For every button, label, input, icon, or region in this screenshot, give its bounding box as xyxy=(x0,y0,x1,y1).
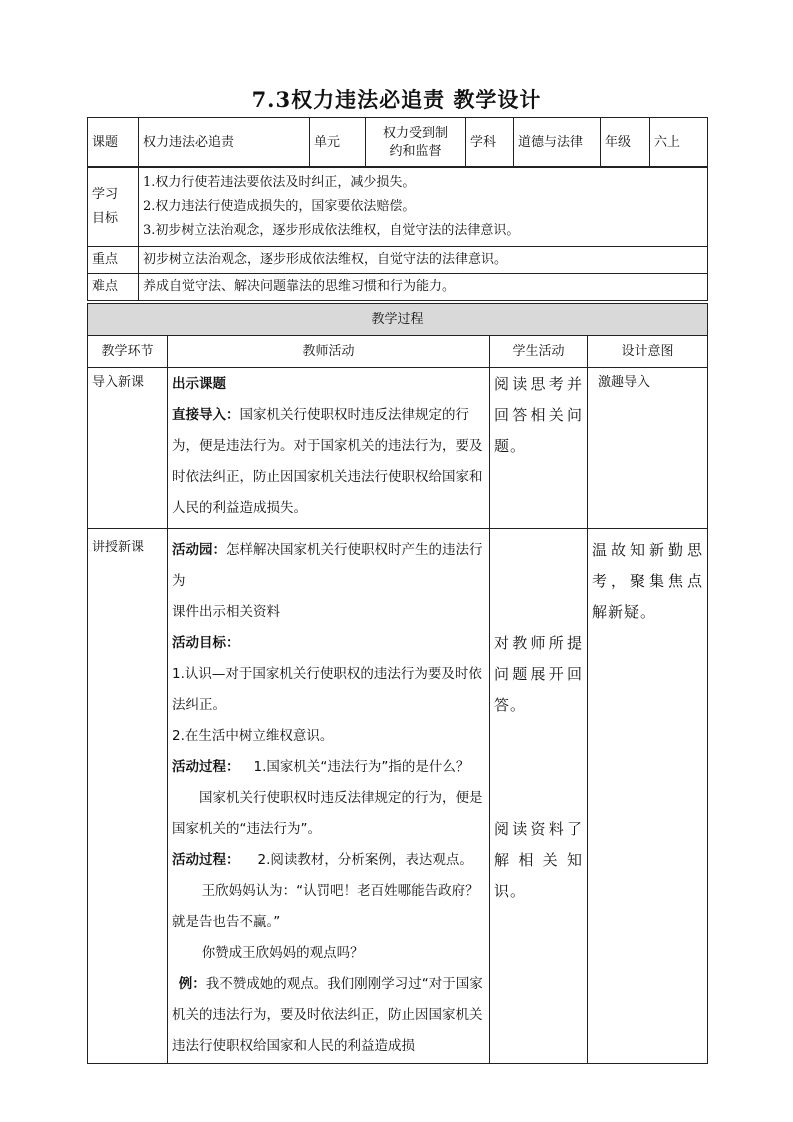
teaching-process-table xyxy=(87,303,708,1064)
teacher-intro-paragraph xyxy=(172,400,485,524)
header-student: 学生活动 xyxy=(490,336,588,368)
activity-process-1 xyxy=(172,752,485,783)
teacher-activity-new-lesson xyxy=(168,529,490,1064)
intent-new-lesson: 温故知新勤思考，聚集焦点解新疑。 xyxy=(588,529,708,1064)
unit-value-line-2: 约和监督 xyxy=(389,143,442,159)
difficulty-text: 养成自觉守法、解决问题靠法的思维习惯和行为能力。 xyxy=(139,274,708,301)
unit-label: 单元 xyxy=(310,118,366,168)
student-answer: 对教师所提问题展开回答。 xyxy=(494,634,583,714)
lesson-info-table xyxy=(87,117,708,168)
subject-value: 道德与法律 xyxy=(514,118,601,168)
student-activity-new-lesson xyxy=(490,529,588,1064)
goals-label-line-1: 学习 xyxy=(92,186,119,202)
grade-value: 六上 xyxy=(650,118,708,168)
subject-label: 学科 xyxy=(466,118,514,168)
activity-process-2 xyxy=(172,845,485,876)
stage-intro: 导入新课 xyxy=(88,368,168,529)
activity-process-2-label: 活动过程： xyxy=(172,852,240,868)
header-intent: 设计意图 xyxy=(588,336,708,368)
goals-label xyxy=(88,167,139,247)
courseware-note: 课件出示相关资料 xyxy=(172,604,280,620)
stage-new-lesson: 讲授新课 xyxy=(88,529,168,1064)
example-label: 例： xyxy=(178,976,206,992)
violation-definition: 国家机关行使职权时违反法律规定的行为，便是国家机关的“违法行为”。 xyxy=(172,790,483,837)
activity-process-1-text: 1.国家机关“违法行为”指的是什么？ xyxy=(253,759,470,775)
goal-item: 3.初步树立法治观念，逐步形成依法维权，自觉守法的法律意识。 xyxy=(143,222,520,238)
unit-value xyxy=(366,118,466,168)
teacher-intro-lead: 直接导入： xyxy=(172,407,240,423)
activity-goal-label: 活动目标： xyxy=(172,635,240,651)
goals-list xyxy=(139,167,708,247)
grade-label: 年级 xyxy=(601,118,650,168)
student-activity-intro: 阅读思考并回答相关问题。 xyxy=(490,368,588,529)
activity-garden xyxy=(172,535,485,597)
page-title: 7.3权力违法必追责 教学设计 xyxy=(251,87,542,112)
student-read: 阅读资料了解相关知识。 xyxy=(494,820,583,900)
topic-label: 课题 xyxy=(88,118,139,168)
intent-intro: 激趣导入 xyxy=(588,368,708,529)
activity-process-2-text: 2.阅读教材，分析案例，表达观点。 xyxy=(257,852,473,868)
keypoint-text: 初步树立法治观念，逐步形成依法维权，自觉守法的法律意识。 xyxy=(139,247,708,274)
header-stage: 教学环节 xyxy=(88,336,168,368)
header-teacher: 教师活动 xyxy=(168,336,490,368)
teacher-intro-text: 国家机关行使职权时违反法律规定的行为，便是违法行为。对于国家机关的违法行为，要及时依法纠正，防止因国家机关违法行使职权给国家和人民的利益造成损失。 xyxy=(172,407,483,516)
activity-garden-label: 活动园： xyxy=(172,542,226,558)
example-text: 我不赞成她的观点。我们刚刚学习过“对于国家机关的违法行为，要及时依法纠正，防止因国家机关违法行使职权给国家和人民的利益造成损 xyxy=(172,976,483,1054)
goal-item: 2.权力违法行使造成损失的，国家要依法赔偿。 xyxy=(143,198,416,214)
activity-goal-1: 1.认识—对于国家机关行使职权的违法行为要及时依法纠正。 xyxy=(172,666,482,713)
discussion-question: 你赞成王欣妈妈的观点吗？ xyxy=(201,945,364,961)
activity-goal-2: 2.在生活中树立维权意识。 xyxy=(172,728,334,744)
unit-value-line-1: 权力受到制 xyxy=(382,125,448,141)
difficulty-label: 难点 xyxy=(88,274,139,301)
activity-process-1-label: 活动过程： xyxy=(172,759,240,775)
teacher-activity-intro xyxy=(168,368,490,529)
goal-item: 1.权力行使若违法要依法及时纠正，减少损失。 xyxy=(143,174,416,190)
mother-quote: 王欣妈妈认为：“认罚吧！老百姓哪能告政府？就是告也告不赢。” xyxy=(172,883,479,930)
goals-table xyxy=(87,166,708,301)
example-answer xyxy=(172,969,485,1062)
topic-value: 权力违法必追责 xyxy=(139,118,310,168)
goals-label-line-2: 目标 xyxy=(92,210,119,226)
keypoint-label: 重点 xyxy=(88,247,139,274)
teacher-intro-heading: 出示课题 xyxy=(172,376,226,392)
activity-garden-text: 怎样解决国家机关行使职权时产生的违法行为 xyxy=(172,542,483,589)
process-banner: 教学过程 xyxy=(88,304,708,336)
